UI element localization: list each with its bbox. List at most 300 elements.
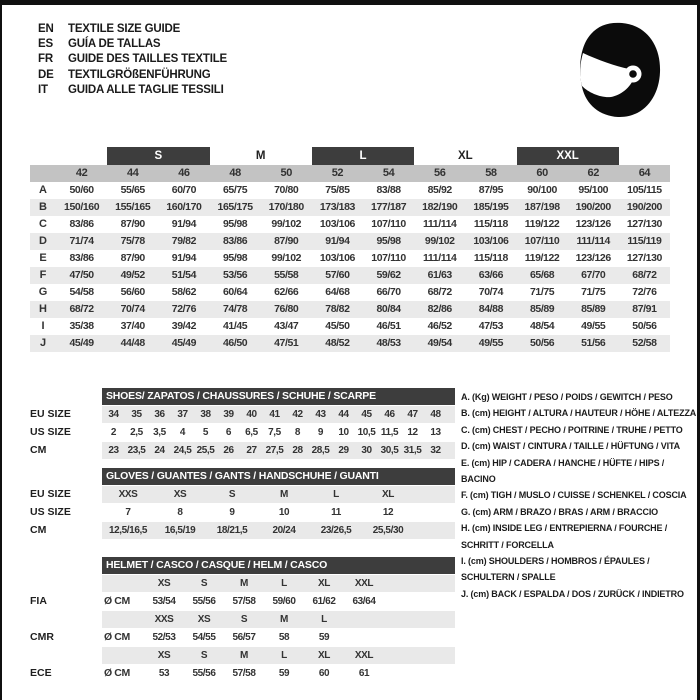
cell-value: S bbox=[184, 575, 224, 592]
size-value: 99/102 bbox=[424, 235, 455, 247]
size-value: 75/85 bbox=[325, 184, 350, 196]
shoes-row bbox=[30, 424, 455, 441]
size-value: 91/94 bbox=[171, 218, 197, 230]
language-row bbox=[38, 22, 227, 37]
cell-value: 53 bbox=[158, 668, 170, 679]
textile-size-table bbox=[30, 147, 670, 352]
size-col-header: 46 bbox=[178, 167, 190, 179]
cell-value: 30,5 bbox=[378, 442, 401, 459]
row-label: US SIZE bbox=[30, 426, 71, 438]
cell-value: 13 bbox=[430, 427, 441, 438]
size-value: 83/88 bbox=[376, 184, 401, 196]
size-value: 48/54 bbox=[529, 320, 555, 332]
cell-value: 20/24 bbox=[258, 522, 310, 539]
measure-label: C bbox=[39, 218, 47, 230]
cell-value: 5 bbox=[202, 427, 209, 438]
size-value: 87/91 bbox=[632, 303, 657, 315]
size-value: 52/58 bbox=[632, 337, 657, 349]
language-title: TEXTILE SIZE GUIDE bbox=[68, 23, 181, 35]
cell-value: 10 bbox=[278, 507, 290, 518]
size-col-header: 50 bbox=[280, 167, 292, 179]
diameter-unit-label bbox=[102, 575, 144, 592]
size-value: 160/170 bbox=[166, 201, 202, 213]
cell-value: 31,5 bbox=[401, 442, 424, 459]
measure-label: D bbox=[39, 235, 47, 247]
diameter-unit-label: Ø CM bbox=[104, 631, 130, 643]
size-value: 58/62 bbox=[171, 286, 197, 298]
legend-item: D. (cm) WAIST / CINTURA / TAILLE / HÜFTUNG / VITA bbox=[461, 441, 680, 452]
size-value: 68/72 bbox=[427, 286, 452, 298]
size-value: 76/80 bbox=[274, 303, 299, 315]
measurement-legend bbox=[461, 388, 697, 682]
shoes-table-body bbox=[30, 406, 455, 459]
size-table-row bbox=[30, 233, 670, 250]
cell-value: 8 bbox=[177, 507, 183, 518]
cell-value: 42 bbox=[286, 406, 309, 423]
shoes-row bbox=[30, 406, 455, 423]
size-value: 50/56 bbox=[529, 337, 555, 349]
helmet-table-title: HELMET / CASCO / CASQUE / HELM / CASCO bbox=[102, 557, 455, 574]
language-code: EN bbox=[38, 23, 54, 35]
size-value: 62/66 bbox=[274, 286, 299, 298]
language-title-list bbox=[38, 22, 227, 98]
cell-value: 16,5/19 bbox=[154, 522, 206, 539]
cell-value: 4 bbox=[179, 427, 186, 438]
size-table-row bbox=[30, 318, 670, 335]
cell-value: 10,5 bbox=[357, 427, 376, 438]
cell-value: S bbox=[206, 486, 258, 503]
cell-value: 57/58 bbox=[232, 668, 256, 679]
size-value: 45/49 bbox=[69, 337, 94, 349]
measure-label: F bbox=[39, 269, 47, 281]
size-col-header: 48 bbox=[229, 167, 241, 179]
diameter-unit-label bbox=[102, 611, 144, 628]
size-col-header: 42 bbox=[75, 167, 88, 179]
helmet-table bbox=[30, 557, 455, 682]
size-group-xxl: XXL bbox=[517, 147, 619, 165]
size-value: 70/74 bbox=[478, 286, 504, 298]
size-value: 123/126 bbox=[575, 218, 611, 230]
cell-value: 10 bbox=[338, 427, 349, 438]
cell-value: 39 bbox=[217, 406, 240, 423]
cell-value: XXL bbox=[344, 647, 384, 664]
size-number-row bbox=[30, 165, 670, 182]
cell-value: 61 bbox=[358, 668, 370, 679]
cell-value: 41 bbox=[263, 406, 286, 423]
cell-value: L bbox=[264, 647, 304, 664]
size-value: 95/98 bbox=[376, 235, 401, 247]
size-value: 64/68 bbox=[325, 286, 350, 298]
size-value: 61/63 bbox=[427, 269, 452, 281]
language-code: DE bbox=[38, 68, 54, 81]
cell-value: 43 bbox=[309, 406, 332, 423]
top-border-bar bbox=[0, 0, 700, 5]
row-label: FIA bbox=[30, 595, 47, 607]
legend-item: B. (cm) HEIGHT / ALTURA / HAUTEUR / HÖHE / ALTEZZA bbox=[461, 408, 697, 419]
size-value: 85/92 bbox=[427, 184, 452, 196]
cell-value: 32 bbox=[424, 442, 447, 459]
size-value: 45/49 bbox=[171, 337, 197, 349]
size-value: 50/60 bbox=[69, 184, 94, 196]
cell-value: 46 bbox=[378, 406, 401, 423]
cell-value: XXL bbox=[344, 575, 384, 592]
language-code: FR bbox=[38, 53, 53, 66]
gloves-table bbox=[30, 468, 455, 539]
language-row bbox=[38, 37, 227, 52]
helmet-row bbox=[30, 629, 455, 646]
size-value: 51/56 bbox=[581, 337, 606, 349]
cell-value: 25,5/30 bbox=[362, 522, 414, 539]
cell-value: M bbox=[258, 486, 310, 503]
shoes-row bbox=[30, 442, 455, 459]
row-filler bbox=[447, 424, 455, 441]
cell-value: 29 bbox=[332, 442, 355, 459]
size-col-header: 52 bbox=[331, 167, 344, 179]
cell-value: 27 bbox=[240, 442, 263, 459]
gloves-row bbox=[30, 522, 455, 539]
cell-value: 25,5 bbox=[194, 442, 217, 459]
size-value: 103/106 bbox=[319, 252, 355, 264]
cell-value bbox=[344, 629, 384, 646]
legend-item: E. (cm) HIP / CADERA / HANCHE / HÜFTE / HIPS / BACINO bbox=[461, 457, 665, 485]
size-value: 35/38 bbox=[69, 320, 94, 332]
size-value: 47/53 bbox=[478, 320, 504, 332]
bottom-section bbox=[30, 388, 697, 682]
size-value: 43/47 bbox=[274, 320, 299, 332]
cell-value: 61/62 bbox=[312, 596, 336, 607]
cell-value: 24,5 bbox=[171, 442, 194, 459]
size-value: 41/45 bbox=[222, 320, 248, 332]
row-label: EU SIZE bbox=[30, 408, 71, 420]
cell-value: 28 bbox=[286, 442, 309, 459]
size-value: 177/187 bbox=[371, 201, 407, 213]
cell-value: 63/64 bbox=[352, 596, 376, 607]
language-title: GUIDA ALLE TAGLIE TESSILI bbox=[68, 83, 224, 96]
size-value: 155/165 bbox=[115, 201, 151, 213]
size-value: 51/54 bbox=[171, 269, 197, 281]
cell-value: L bbox=[310, 486, 362, 503]
language-code: IT bbox=[38, 83, 48, 96]
size-value: 111/114 bbox=[423, 252, 457, 264]
cell-value: 57/58 bbox=[232, 596, 256, 607]
gloves-table-body bbox=[30, 486, 455, 539]
size-value: 185/195 bbox=[473, 201, 509, 213]
cell-value: 30 bbox=[355, 442, 378, 459]
size-value: 107/110 bbox=[371, 252, 406, 264]
cell-value: 7 bbox=[125, 507, 131, 518]
size-value: 60/64 bbox=[222, 286, 248, 298]
legend-item: C. (cm) CHEST / PECHO / POITRINE / TRUHE / PETTO bbox=[461, 424, 683, 435]
row-label bbox=[30, 647, 102, 664]
size-value: 190/200 bbox=[626, 201, 662, 213]
size-value: 72/76 bbox=[632, 286, 657, 298]
language-row bbox=[38, 52, 227, 67]
size-value: 119/122 bbox=[524, 218, 560, 230]
size-group-xl: XL bbox=[457, 150, 473, 162]
size-value: 190/200 bbox=[575, 201, 611, 213]
size-value: 82/86 bbox=[427, 303, 452, 315]
measure-label: G bbox=[38, 286, 48, 298]
cell-value: 47 bbox=[401, 406, 424, 423]
legend-item: H. (cm) INSIDE LEG / ENTREPIERNA / FOURCHE / SCHRITT / FORCELLA bbox=[461, 523, 668, 550]
cell-value: 37 bbox=[171, 406, 194, 423]
row-filler bbox=[447, 442, 455, 459]
cell-value: 59/60 bbox=[272, 596, 296, 607]
size-value: 87/95 bbox=[478, 184, 504, 196]
row-label: US SIZE bbox=[30, 506, 71, 518]
size-value: 91/94 bbox=[171, 252, 197, 264]
language-code: ES bbox=[38, 38, 53, 51]
row-filler bbox=[414, 486, 455, 503]
diameter-unit-label bbox=[102, 647, 144, 664]
size-value: 67/70 bbox=[581, 269, 606, 281]
cell-value: XS bbox=[154, 486, 206, 503]
cell-value: XS bbox=[144, 647, 184, 664]
size-col-header: 60 bbox=[536, 167, 548, 179]
size-col-header: 64 bbox=[638, 167, 651, 179]
size-value: 72/76 bbox=[171, 303, 197, 315]
helmet-row bbox=[30, 611, 455, 628]
cell-value: XXS bbox=[144, 611, 184, 628]
legend-item: G. (cm) ARM / BRAZO / BRAS / ARM / BRACCIO bbox=[461, 506, 659, 517]
cell-value: 2,5 bbox=[130, 427, 143, 438]
accessory-tables bbox=[30, 388, 455, 682]
size-value: 85/89 bbox=[581, 303, 606, 315]
size-value: 59/62 bbox=[376, 269, 401, 281]
size-value: 187/198 bbox=[524, 201, 560, 213]
row-filler bbox=[414, 504, 455, 521]
size-value: 182/190 bbox=[422, 201, 458, 213]
cell-value: 59 bbox=[278, 668, 290, 679]
cell-value: 23/26,5 bbox=[310, 522, 362, 539]
size-value: 71/74 bbox=[69, 235, 94, 247]
language-title: TEXTILGRÖßENFÜHRUNG bbox=[68, 68, 211, 81]
cell-value: 11,5 bbox=[380, 427, 399, 438]
size-value: 71/75 bbox=[529, 286, 555, 298]
size-value: 83/86 bbox=[222, 235, 248, 247]
row-filler bbox=[384, 611, 455, 628]
size-value: 48/52 bbox=[325, 337, 350, 349]
size-value: 54/58 bbox=[69, 286, 94, 298]
size-value: 99/102 bbox=[271, 218, 302, 230]
measure-label: I bbox=[41, 320, 45, 332]
cell-value: 18/21,5 bbox=[206, 522, 258, 539]
size-value: 127/130 bbox=[626, 252, 662, 264]
cell-value: S bbox=[224, 611, 264, 628]
language-title: GUIDE DES TAILLES TEXTILE bbox=[68, 53, 227, 66]
left-border-line bbox=[0, 0, 2, 700]
size-value: 103/106 bbox=[319, 218, 355, 230]
size-value: 63/66 bbox=[478, 269, 504, 281]
cell-value: 2 bbox=[110, 427, 117, 438]
size-value: 45/50 bbox=[325, 320, 350, 332]
cell-value: 55/56 bbox=[192, 668, 216, 679]
size-value: 39/42 bbox=[171, 320, 197, 332]
cell-value: 48 bbox=[424, 406, 447, 423]
legend-item: J. (cm) BACK / ESPALDA / DOS / ZURÜCK / INDIETRO bbox=[461, 588, 684, 599]
cell-value: 23 bbox=[102, 442, 125, 459]
size-value: 47/50 bbox=[69, 269, 94, 281]
size-col-header: 58 bbox=[485, 167, 497, 179]
helmet-table-body bbox=[30, 575, 455, 682]
size-band-corner bbox=[30, 165, 56, 182]
helmet-row bbox=[30, 647, 455, 664]
diameter-unit-label: Ø CM bbox=[104, 667, 130, 679]
legend-item: I. (cm) SHOULDERS / HOMBROS / ÉPAULES / SCHULTERN / SPALLE bbox=[461, 556, 650, 583]
cell-value: M bbox=[264, 611, 304, 628]
size-value: 127/130 bbox=[626, 218, 662, 230]
size-value: 46/52 bbox=[427, 320, 452, 332]
cell-value: 52/53 bbox=[152, 632, 176, 643]
row-filler bbox=[384, 629, 455, 646]
size-value: 48/53 bbox=[376, 337, 401, 349]
size-value: 49/55 bbox=[478, 337, 504, 349]
helmet-icon-svg bbox=[572, 20, 664, 120]
gloves-row bbox=[30, 486, 455, 503]
cell-value: 36 bbox=[148, 406, 171, 423]
cell-value: 11 bbox=[331, 507, 341, 518]
measure-label: H bbox=[39, 303, 47, 315]
size-value: 53/56 bbox=[222, 269, 248, 281]
size-value: 105/115 bbox=[627, 184, 662, 196]
cell-value: 38 bbox=[194, 406, 217, 423]
size-table-row bbox=[30, 301, 670, 318]
size-col-header: 56 bbox=[434, 167, 446, 179]
size-value: 111/114 bbox=[423, 218, 457, 230]
cell-value: 6 bbox=[225, 427, 232, 438]
language-row bbox=[38, 83, 227, 98]
size-value: 49/54 bbox=[427, 337, 452, 349]
row-label bbox=[30, 611, 102, 628]
cell-value: 9 bbox=[229, 507, 235, 518]
size-value: 66/70 bbox=[376, 286, 401, 298]
shoes-table-title: SHOES/ ZAPATOS / CHAUSSURES / SCHUHE / SCARPE bbox=[102, 388, 455, 405]
size-value: 90/100 bbox=[527, 184, 557, 196]
diameter-unit-label: Ø CM bbox=[104, 595, 130, 607]
size-group-m: M bbox=[255, 150, 266, 162]
cell-value: 12 bbox=[382, 507, 394, 518]
helmet-row bbox=[30, 593, 455, 610]
cell-value: XL bbox=[304, 575, 344, 592]
size-value: 49/55 bbox=[581, 320, 606, 332]
size-table-row bbox=[30, 284, 670, 301]
measure-label: J bbox=[39, 337, 47, 349]
size-value: 115/118 bbox=[473, 252, 508, 264]
size-value: 68/72 bbox=[632, 269, 657, 281]
size-value: 87/90 bbox=[120, 252, 145, 264]
size-table-row bbox=[30, 216, 670, 233]
size-value: 70/80 bbox=[274, 184, 299, 196]
size-value: 55/58 bbox=[274, 269, 299, 281]
legend-item: F. (cm) TIGH / MUSLO / CUISSE / SCHENKEL / COSCIA bbox=[461, 490, 687, 501]
helmet-row bbox=[30, 665, 455, 682]
row-label: EU SIZE bbox=[30, 488, 71, 500]
size-group-l: L bbox=[312, 147, 414, 165]
cell-value: XS bbox=[144, 575, 184, 592]
size-value: 78/82 bbox=[325, 303, 350, 315]
size-table-row bbox=[30, 267, 670, 284]
cell-value: 3,5 bbox=[153, 427, 166, 438]
helmet-icon bbox=[572, 20, 664, 120]
cell-value: 58 bbox=[278, 632, 290, 643]
size-value: 107/110 bbox=[524, 235, 560, 247]
size-table-row bbox=[30, 182, 670, 199]
cell-value: 24 bbox=[148, 442, 171, 459]
cell-value: 8 bbox=[294, 427, 301, 438]
size-value: 71/75 bbox=[581, 286, 606, 298]
size-value: 170/180 bbox=[268, 201, 304, 213]
cell-value: 54/55 bbox=[192, 632, 216, 643]
size-value: 68/72 bbox=[69, 303, 94, 315]
cell-value: 40 bbox=[240, 406, 263, 423]
size-value: 119/122 bbox=[524, 252, 560, 264]
size-value: 74/78 bbox=[222, 303, 248, 315]
row-label: CMR bbox=[30, 631, 54, 643]
cell-value: 26 bbox=[217, 442, 240, 459]
size-value: 84/88 bbox=[478, 303, 504, 315]
cell-value: 55/56 bbox=[192, 596, 216, 607]
size-value: 80/84 bbox=[376, 303, 401, 315]
size-value: 46/51 bbox=[376, 320, 401, 332]
size-value: 44/48 bbox=[120, 337, 145, 349]
cell-value: 6,5 bbox=[245, 427, 258, 438]
row-label bbox=[30, 575, 102, 592]
cell-value: L bbox=[304, 611, 344, 628]
size-value: 85/89 bbox=[529, 303, 555, 315]
measure-label: A bbox=[39, 184, 47, 196]
size-col-header: 44 bbox=[127, 167, 139, 179]
cell-value: S bbox=[184, 647, 224, 664]
size-value: 55/65 bbox=[120, 184, 145, 196]
cell-value: 12,5/16,5 bbox=[102, 522, 154, 539]
language-title: GUÍA DE TALLAS bbox=[68, 38, 161, 51]
cell-value: 7,5 bbox=[268, 427, 281, 438]
size-value: 70/74 bbox=[120, 303, 145, 315]
size-value: 57/60 bbox=[325, 269, 350, 281]
size-value: 83/86 bbox=[69, 252, 94, 264]
size-value: 95/98 bbox=[222, 252, 248, 264]
size-value: 115/118 bbox=[473, 218, 508, 230]
size-table-row bbox=[30, 250, 670, 267]
size-value: 115/119 bbox=[627, 235, 662, 247]
row-label: ECE bbox=[30, 667, 52, 679]
size-value: 173/183 bbox=[319, 201, 355, 213]
size-group-row bbox=[30, 147, 670, 165]
size-group-s: S bbox=[107, 147, 209, 165]
cell-value: 23,5 bbox=[125, 442, 148, 459]
cell-value: XL bbox=[304, 647, 344, 664]
cell-value: 44 bbox=[332, 406, 355, 423]
cell-value: 60 bbox=[318, 668, 330, 679]
size-value: 150/160 bbox=[64, 201, 100, 213]
cell-value: L bbox=[264, 575, 304, 592]
row-filler bbox=[384, 593, 455, 610]
size-col-header: 54 bbox=[382, 167, 395, 179]
row-label: CM bbox=[30, 524, 47, 536]
size-table-row bbox=[30, 335, 670, 352]
cell-value: 59 bbox=[318, 632, 330, 643]
size-value: 87/90 bbox=[274, 235, 299, 247]
size-value: 49/52 bbox=[120, 269, 145, 281]
cell-value: 45 bbox=[355, 406, 378, 423]
cell-value: 35 bbox=[125, 406, 148, 423]
cell-value: XXS bbox=[102, 486, 154, 503]
size-value: 46/50 bbox=[222, 337, 248, 349]
size-value: 47/51 bbox=[274, 337, 299, 349]
helmet-row bbox=[30, 575, 455, 592]
size-value: 50/56 bbox=[632, 320, 657, 332]
size-value: 87/90 bbox=[120, 218, 145, 230]
